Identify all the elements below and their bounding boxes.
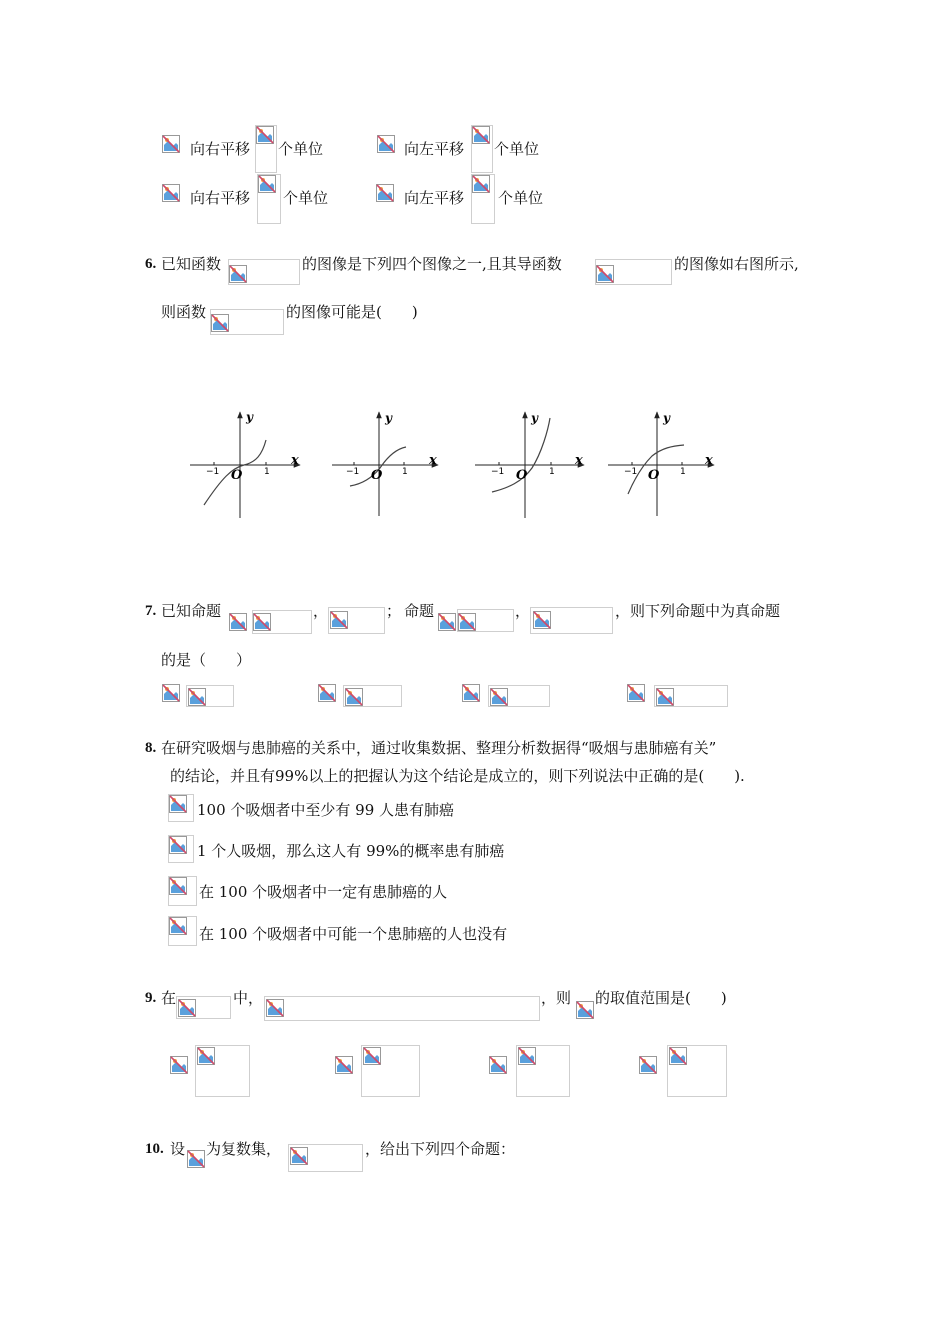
q10-text-c: ，给出下列四个命题：	[365, 1140, 516, 1158]
broken-image-icon	[462, 684, 480, 702]
broken-image-icon	[335, 1056, 353, 1074]
broken-image-icon	[533, 611, 551, 629]
broken-image-icon	[169, 917, 187, 935]
q5-option-c-prefix: 向右平移	[190, 189, 251, 207]
q7-text-a: 已知命题	[161, 602, 222, 620]
broken-image-icon	[669, 1047, 687, 1065]
broken-image-icon	[489, 1056, 507, 1074]
origin-label: O	[231, 468, 243, 483]
q7-text-line2: 的是（ ）	[161, 651, 252, 669]
tick-label-neg1: −1	[206, 467, 220, 477]
q6-text-2b: 的图像可能是( )	[286, 303, 418, 321]
q5-option-b-suffix: 个单位	[494, 140, 540, 158]
broken-image-icon	[169, 836, 187, 854]
q7-comma-2: ，	[515, 602, 531, 620]
broken-image-icon	[490, 688, 508, 706]
broken-image-icon	[169, 877, 187, 895]
question-number-8: 8.	[145, 740, 157, 756]
x-axis-label: x	[429, 453, 437, 468]
tick-label-neg1: −1	[491, 467, 505, 477]
question-number-6: 6.	[145, 256, 157, 272]
question-number-9: 9.	[145, 990, 157, 1006]
broken-image-icon	[178, 999, 196, 1017]
broken-image-icon	[345, 688, 363, 706]
q9-text-b: 中，	[233, 989, 264, 1007]
broken-image-icon	[290, 1147, 308, 1165]
q7-text-c: ，则下列命题中为真命题	[615, 602, 781, 620]
tick-label-neg1: −1	[624, 467, 638, 477]
question-number-10: 10.	[145, 1141, 164, 1157]
q7-comma-1: ，	[313, 602, 329, 620]
graph-b	[332, 411, 438, 516]
x-axis-label: x	[575, 453, 583, 468]
broken-image-icon	[318, 684, 336, 702]
broken-image-icon	[518, 1047, 536, 1065]
broken-image-icon	[188, 688, 206, 706]
question-number-7: 7.	[145, 603, 157, 619]
q6-graphs	[0, 0, 950, 600]
tick-label-pos1: 1	[680, 467, 686, 477]
q5-option-d-suffix: 个单位	[498, 189, 544, 207]
q10-text-a: 设	[170, 1140, 186, 1158]
broken-image-icon	[330, 611, 348, 629]
broken-image-icon	[169, 795, 187, 813]
x-axis-label: x	[705, 453, 713, 468]
origin-label: O	[371, 468, 383, 483]
q7-semicolon: ；	[386, 602, 402, 620]
tick-label-pos1: 1	[549, 467, 555, 477]
broken-image-icon	[656, 688, 674, 706]
graph-d	[608, 411, 714, 516]
y-axis-label: y	[385, 411, 392, 425]
origin-label: O	[516, 468, 528, 483]
q5-option-d-prefix: 向左平移	[404, 189, 465, 207]
y-axis-label: y	[531, 411, 538, 425]
broken-image-icon	[363, 1047, 381, 1065]
q5-option-c-suffix: 个单位	[283, 189, 329, 207]
q6-text-1b: 的图像是下列四个图像之一,且其导函数	[302, 255, 562, 273]
q5-option-a-suffix: 个单位	[278, 140, 324, 158]
q8-option-d: 在 100 个吸烟者中可能一个患肺癌的人也没有	[199, 925, 508, 943]
broken-image-icon	[627, 684, 645, 702]
tick-label-pos1: 1	[264, 467, 270, 477]
tick-label-pos1: 1	[402, 467, 408, 477]
broken-image-icon	[576, 1001, 594, 1019]
q6-text-1a: 已知函数	[161, 255, 222, 273]
q8-text-line1: 在研究吸烟与患肺癌的关系中，通过收集数据、整理分析数据得“吸烟与患肺癌有关”	[161, 739, 717, 757]
q8-option-c: 在 100 个吸烟者中一定有患肺癌的人	[199, 883, 448, 901]
q6-text-1c: 的图像如右图所示,	[674, 255, 799, 273]
broken-image-icon	[229, 613, 247, 631]
broken-image-icon	[187, 1150, 205, 1168]
q9-text-a: 在	[161, 989, 177, 1007]
q7-text-b: 命题	[404, 602, 435, 620]
q5-option-a-prefix: 向右平移	[190, 140, 251, 158]
origin-label: O	[648, 468, 660, 483]
broken-image-icon	[639, 1056, 657, 1074]
graph-a	[190, 410, 300, 518]
y-axis-label: y	[663, 411, 670, 425]
q9-text-c: ，则	[541, 989, 572, 1007]
q5-option-b-prefix: 向左平移	[404, 140, 465, 158]
q8-option-b: 1 个人吸烟，那么这人有 99%的概率患有肺癌	[197, 842, 505, 860]
graph-c	[475, 411, 584, 518]
x-axis-label: x	[291, 453, 299, 468]
y-axis-label: y	[246, 410, 253, 424]
broken-image-icon	[197, 1047, 215, 1065]
q9-text-d: 的取值范围是( )	[595, 989, 727, 1007]
q8-text-line2: 的结论，并且有99%以上的把握认为这个结论是成立的，则下列说法中正确的是( ).	[170, 767, 745, 785]
q8-option-a: 100 个吸烟者中至少有 99 人患有肺癌	[197, 801, 455, 819]
tick-label-neg1: −1	[346, 467, 360, 477]
q6-text-2a: 则函数	[161, 303, 207, 321]
broken-image-icon	[458, 613, 476, 631]
broken-image-icon	[266, 999, 284, 1017]
formula-image	[264, 996, 540, 1021]
broken-image-icon	[170, 1056, 188, 1074]
broken-image-icon	[253, 613, 271, 631]
q10-text-b: 为复数集，	[206, 1140, 282, 1158]
broken-image-icon	[162, 684, 180, 702]
broken-image-icon	[438, 613, 456, 631]
